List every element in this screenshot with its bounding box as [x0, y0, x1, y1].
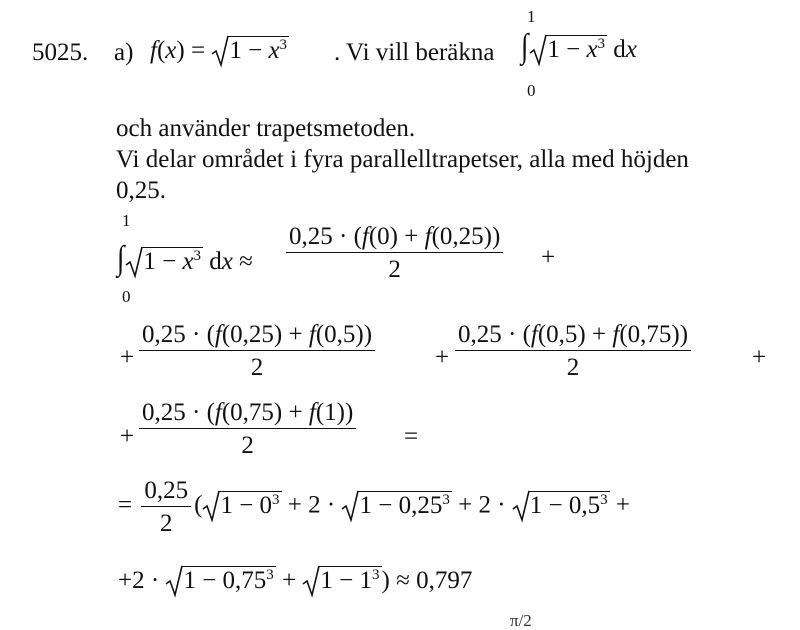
term-4-numerator: 0,25 · (f(0,75) + f(1)) — [139, 400, 356, 429]
sum-coef-numerator: 0,25 — [141, 478, 191, 507]
problem-number: 5025. — [32, 39, 89, 66]
term-3-denominator: 2 — [566, 354, 580, 381]
equals-sign-1: = — [404, 423, 419, 450]
fraction-term-2 — [136, 322, 378, 380]
fraction-term-4 — [136, 400, 359, 458]
term-4-denominator: 2 — [241, 432, 254, 459]
plus-sign-3: + — [435, 344, 450, 371]
plus-sign-1: + — [541, 244, 556, 271]
sum-line-1: = $\frac{0,25}{2}$ ( $1 - 0^3 + 2$ · $1 - 0,25^3 + 2$ · $1 - 0,5^3$ + — [118, 477, 630, 537]
sum-coef-denominator: 2 — [159, 510, 173, 537]
term-2-denominator: 2 — [250, 354, 264, 381]
sum-line-2: +2 · $1 - 0,75^3$ + $1 - 1^3) \approx 0,797$ — [118, 567, 473, 594]
plus-sign-5: + — [120, 423, 135, 450]
term-1-denominator: 2 — [388, 256, 401, 283]
fraction-term-1 — [283, 224, 506, 282]
integral-lower-limit: 0 — [527, 81, 536, 100]
cutoff-fragment: π/2 — [510, 611, 532, 630]
problem-statement: . Vi vill beräkna — [334, 39, 495, 66]
text-line-1: och använder trapetsmetoden. — [116, 115, 416, 142]
plus-sign-2: + — [120, 344, 135, 371]
text-line-2: Vi delar området i fyra parallelltrapetser, alla med höjden — [116, 146, 689, 173]
approx-integral-upper: 1 — [122, 211, 131, 230]
fraction-term-3 — [452, 322, 694, 380]
term-3-numerator: 0,25 · (f(0,5) + f(0,75)) — [455, 322, 691, 351]
approx-integral-lower: 0 — [122, 287, 131, 306]
function-definition: f(x) = $1 - x^3$ — [150, 37, 288, 64]
integral-expression: ∫ $1 - x^3$ dx — [520, 28, 637, 65]
problem-part: a) — [114, 39, 134, 66]
text-line-3: 0,25. — [116, 177, 166, 204]
result-value: 0,797 — [416, 567, 473, 594]
approx-integral-lhs: ∫ $1 - x^3$ dx ≈ — [116, 240, 253, 277]
term-1-numerator: 0,25 · (f(0) + f(0,25)) — [286, 224, 503, 253]
integral-upper-limit: 1 — [527, 7, 536, 26]
term-2-numerator: 0,25 · (f(0,25) + f(0,5)) — [139, 322, 375, 351]
plus-sign-4: + — [752, 344, 767, 371]
